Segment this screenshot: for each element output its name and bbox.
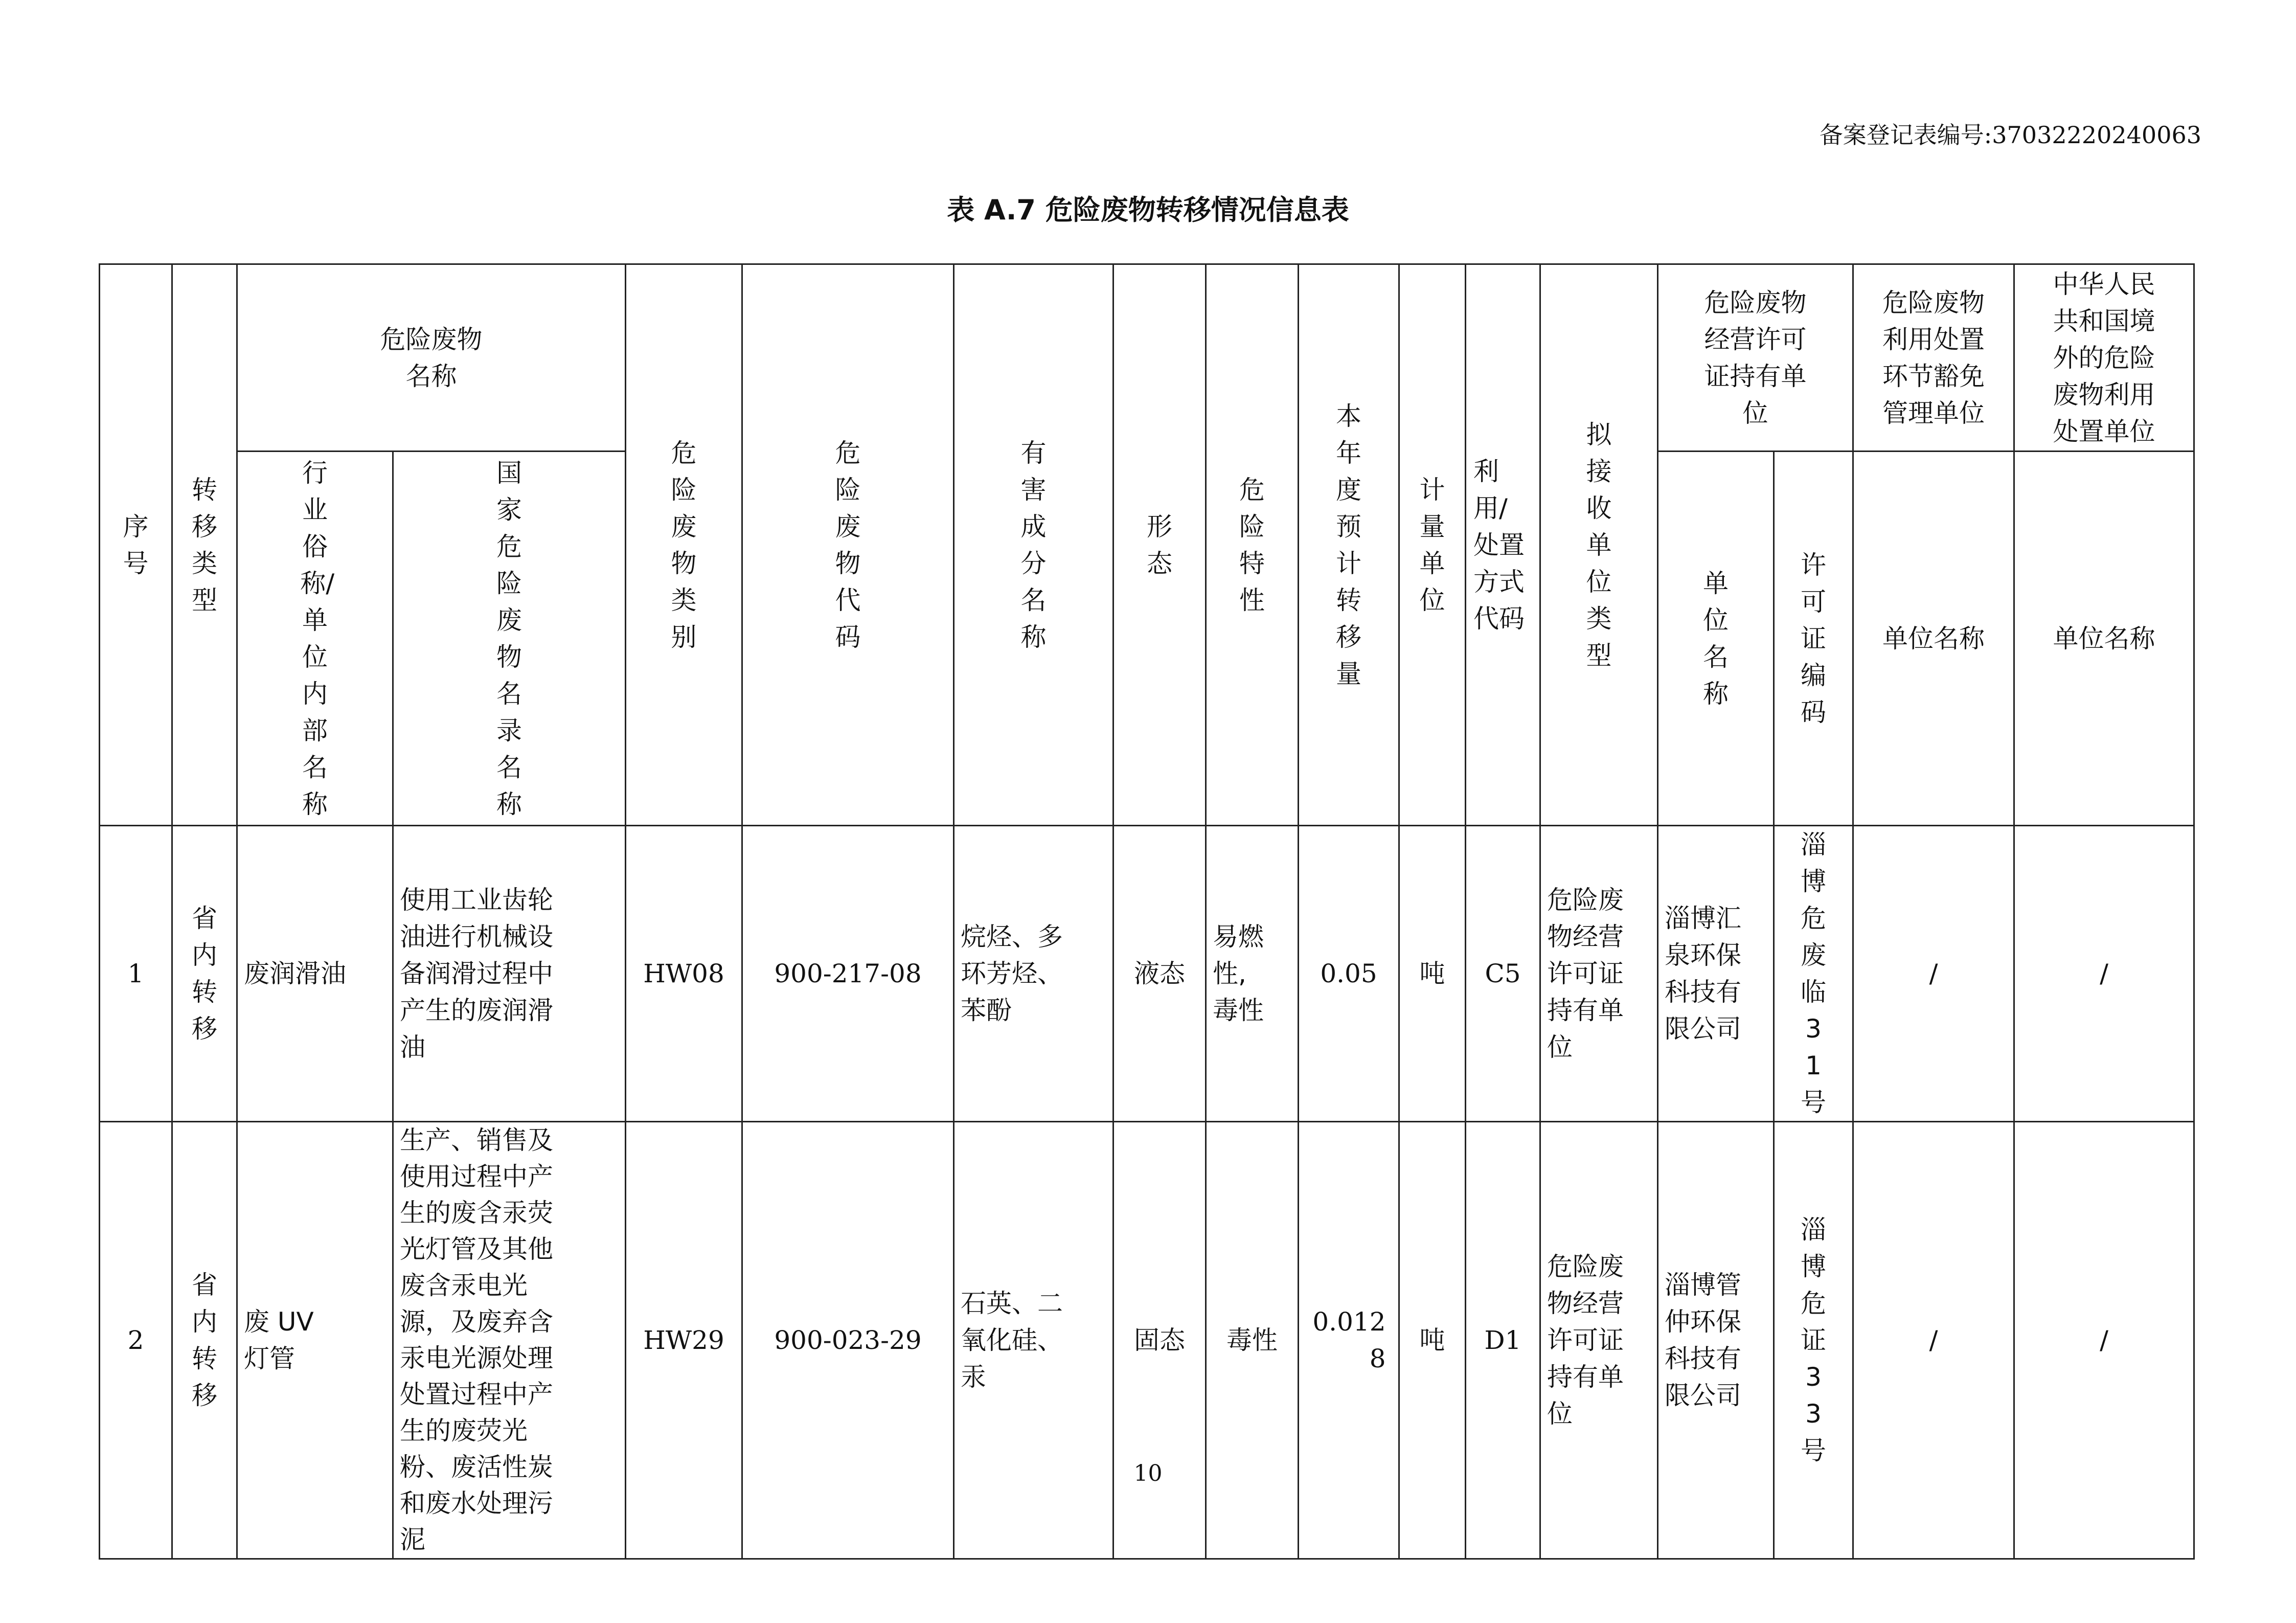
hazardous-waste-transfer-table bbox=[99, 263, 2195, 1560]
col-overseas-name: 单位名称 bbox=[2014, 452, 2194, 826]
cell-exempt-name: / bbox=[1853, 1122, 2014, 1559]
cell-category: HW08 bbox=[626, 826, 742, 1122]
cell-seq: 2 bbox=[100, 1122, 172, 1559]
cell-annual-amount: 0.05 bbox=[1299, 826, 1399, 1122]
cell-code: 900-023-29 bbox=[742, 1122, 954, 1559]
cell-hazard: 易燃性,毒性 bbox=[1206, 826, 1299, 1122]
col-exempt-group: 危险废物利用处置环节豁免管理单位 bbox=[1853, 264, 2014, 452]
col-overseas-group: 中华人民共和国境外的危险废物利用处置单位 bbox=[2014, 264, 2194, 452]
col-waste-name-group: 危险废物名称 bbox=[237, 264, 626, 452]
col-license-no: 许可证编码 bbox=[1774, 452, 1853, 826]
col-holder-name: 单位名称 bbox=[1658, 452, 1774, 826]
cell-category: HW29 bbox=[626, 1122, 742, 1559]
table-title: 表 A.7 危险废物转移情况信息表 bbox=[947, 194, 1349, 226]
col-disposal-code: 利用/处置方式代码 bbox=[1466, 264, 1540, 826]
cell-license-no: 淄博危证33号 bbox=[1774, 1122, 1853, 1559]
cell-receiver-type: 危险废物经营许可证持有单位 bbox=[1540, 1122, 1658, 1559]
col-exempt-name: 单位名称 bbox=[1853, 452, 2014, 826]
cell-form: 固态 bbox=[1113, 1122, 1206, 1559]
cell-disposal-code: C5 bbox=[1466, 826, 1540, 1122]
cell-license-no: 淄博危废临31号 bbox=[1774, 826, 1853, 1122]
cell-disposal-code: D1 bbox=[1466, 1122, 1540, 1559]
col-hazard: 危险特性 bbox=[1206, 264, 1299, 826]
cell-transfer-type: 省内转移 bbox=[172, 826, 237, 1122]
col-transfer-type: 转移类型 bbox=[172, 264, 237, 826]
cell-hazard: 毒性 bbox=[1206, 1122, 1299, 1559]
page-number: 10 bbox=[1133, 1460, 1163, 1486]
cell-national-name: 生产、销售及使用过程中产生的废含汞荧光灯管及其他废含汞电光源，及废弃含汞电光源处理处置过程中产生的废荧光粉、废活性炭和废水处理污泥 bbox=[393, 1122, 626, 1559]
cell-transfer-type: 省内转移 bbox=[172, 1122, 237, 1559]
registration-number bbox=[1820, 117, 2201, 150]
cell-exempt-name: / bbox=[1853, 826, 2014, 1122]
cell-industry-name: 废 UV 灯管 bbox=[237, 1122, 393, 1559]
cell-harmful-components: 石英、二氧化硅、汞 bbox=[954, 1122, 1113, 1559]
col-code: 危险废物代码 bbox=[742, 264, 954, 826]
cell-overseas-name: / bbox=[2014, 1122, 2194, 1559]
header-row-1 bbox=[100, 264, 2194, 452]
col-seq: 序号 bbox=[100, 264, 172, 826]
col-category: 危险废物类别 bbox=[626, 264, 742, 826]
col-receiver-type: 拟接收单位类型 bbox=[1540, 264, 1658, 826]
col-harmful-components: 有害成分名称 bbox=[954, 264, 1113, 826]
col-license-holder-group: 危险废物经营许可证持有单位 bbox=[1658, 264, 1853, 452]
cell-code: 900-217-08 bbox=[742, 826, 954, 1122]
cell-overseas-name: / bbox=[2014, 826, 2194, 1122]
table-row bbox=[100, 826, 2194, 1122]
cell-unit: 吨 bbox=[1399, 826, 1466, 1122]
cell-unit: 吨 bbox=[1399, 1122, 1466, 1559]
cell-seq: 1 bbox=[100, 826, 172, 1122]
cell-form: 液态 bbox=[1113, 826, 1206, 1122]
cell-industry-name: 废润滑油 bbox=[237, 826, 393, 1122]
col-form: 形态 bbox=[1113, 264, 1206, 826]
cell-receiver-type: 危险废物经营许可证持有单位 bbox=[1540, 826, 1658, 1122]
cell-holder-name: 淄博管仲环保科技有限公司 bbox=[1658, 1122, 1774, 1559]
cell-holder-name: 淄博汇泉环保科技有限公司 bbox=[1658, 826, 1774, 1122]
col-unit: 计量单位 bbox=[1399, 264, 1466, 826]
registration-label: 备案登记表编号: bbox=[1819, 121, 1992, 149]
col-national-name: 国家危险废物名录名称 bbox=[393, 452, 626, 826]
registration-value: 37032220240063 bbox=[1992, 121, 2201, 149]
cell-annual-amount: 0.0128 bbox=[1299, 1122, 1399, 1559]
col-industry-name: 行业俗称/单位内部名称 bbox=[237, 452, 393, 826]
col-annual-amount: 本年度预计转移量 bbox=[1299, 264, 1399, 826]
table-row bbox=[100, 1122, 2194, 1559]
cell-national-name: 使用工业齿轮油进行机械设备润滑过程中产生的废润滑油 bbox=[393, 826, 626, 1122]
cell-harmful-components: 烷烃、多环芳烃、苯酚 bbox=[954, 826, 1113, 1122]
